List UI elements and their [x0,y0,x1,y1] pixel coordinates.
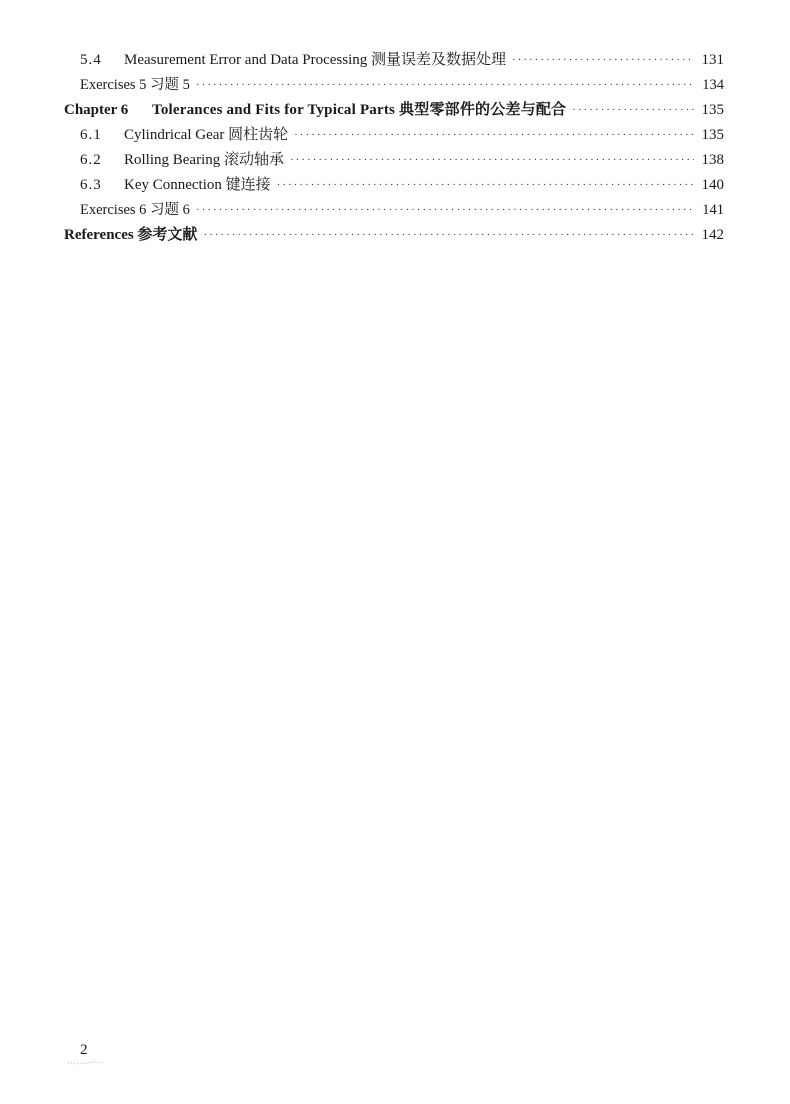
toc-entry-6-1[interactable] [64,123,724,148]
section-number: 6.3 [80,177,102,193]
page-number: 135 [701,102,724,118]
dot-leader [196,75,694,90]
dot-leader [196,200,694,215]
toc-entry-exercises-5[interactable] [64,73,724,98]
toc-entry-6-3[interactable] [64,173,724,198]
toc-entry-6-2[interactable] [64,148,724,173]
footer-page-number: 2 [80,1042,88,1058]
section-number: 6.2 [80,152,102,168]
toc-entry-5-4[interactable] [64,48,724,73]
toc-entry-exercises-6[interactable] [64,198,724,223]
page-number: 135 [701,127,724,143]
exercise-title: Exercises 6 习题 6 [80,202,190,218]
page-number: 131 [701,52,724,68]
exercise-title: Exercises 5 习题 5 [80,77,190,93]
toc-entry-chapter-6[interactable] [64,98,724,123]
references-title: References 参考文献 [64,227,198,243]
dot-leader [290,149,694,164]
section-title: Key Connection 键连接 [124,177,271,193]
section-title: Measurement Error and Data Processing 测量误差及数据处理 [124,52,507,68]
dot-leader [277,174,694,189]
footer-ornament [66,1058,106,1066]
dot-leader [203,224,694,239]
section-title: Cylindrical Gear 圆柱齿轮 [124,127,289,143]
dot-leader [294,124,694,139]
page-number: 141 [702,202,724,218]
dot-leader [512,49,694,64]
section-title: Rolling Bearing 滚动轴承 [124,152,284,168]
section-number: 6.1 [80,127,102,143]
table-of-contents [64,48,724,248]
chapter-number: Chapter 6 [64,102,129,118]
page-number: 140 [701,177,724,193]
page-number: 142 [701,227,724,243]
dot-leader [572,99,694,114]
section-number: 5.4 [80,52,102,68]
toc-entry-references[interactable] [64,223,724,248]
chapter-title: Tolerances and Fits for Typical Parts 典型零部件的公差与配合 [152,102,567,118]
page-number: 138 [701,152,724,168]
page-number: 134 [702,77,724,93]
